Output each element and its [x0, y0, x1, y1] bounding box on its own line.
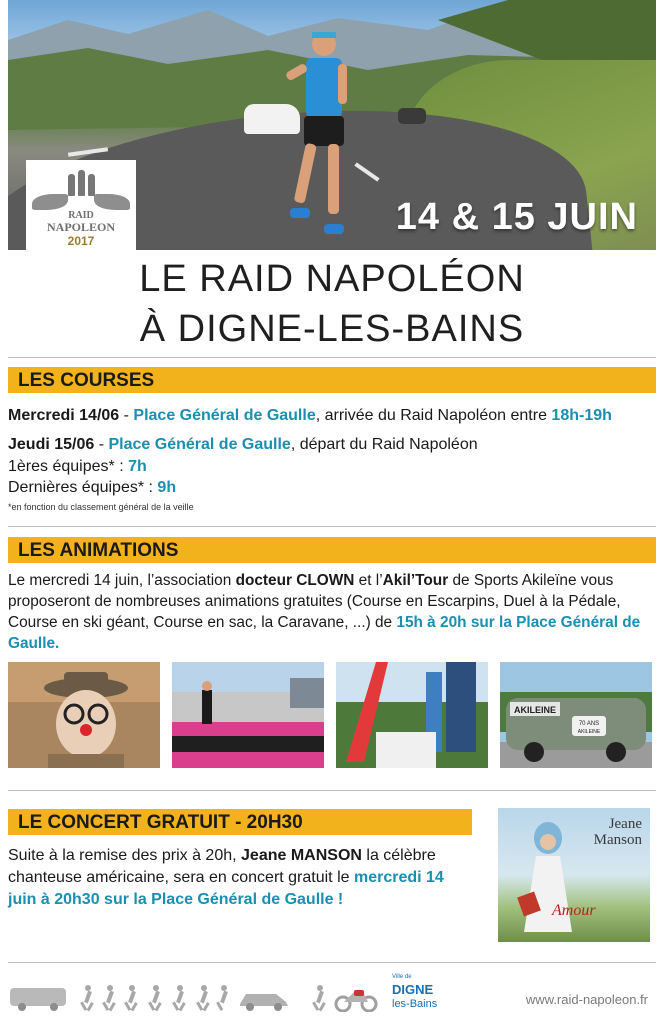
photo-caravane — [336, 662, 488, 768]
runner-silhouette-icon — [78, 170, 85, 196]
divider — [8, 526, 656, 527]
digne-subtitle: les-Bains — [392, 998, 438, 1010]
page-title-line2: À DIGNE-LES-BAINS — [139, 308, 525, 350]
caravane-scene — [336, 662, 488, 768]
animations-paragraph — [8, 570, 656, 654]
wave-time: 7h — [128, 458, 147, 475]
course-place: Place Général de Gaulle — [108, 436, 291, 453]
section-bar-courses — [8, 367, 656, 393]
course-jeudi — [8, 436, 478, 454]
section-bar-animations — [8, 537, 656, 563]
singer-figure — [498, 808, 650, 942]
camper-van-icon — [8, 984, 70, 1012]
docteur-clown: docteur CLOWN — [235, 572, 355, 589]
separator: - — [94, 436, 109, 453]
dark-car — [398, 108, 426, 124]
runner-icon — [308, 984, 330, 1012]
section-heading-animations: LES ANIMATIONS — [18, 540, 179, 561]
course-text: , arrivée du Raid Napoléon entre — [315, 407, 552, 424]
album-artist-first: Jeane — [608, 816, 642, 832]
wave-label: Dernières équipes* : — [8, 479, 158, 496]
divider — [8, 357, 656, 358]
digne-name: DIGNE — [392, 982, 434, 997]
section-heading-concert: LE CONCERT GRATUIT - 20H30 — [18, 812, 303, 833]
runners-icon-row — [80, 984, 230, 1012]
runner-figure — [276, 28, 366, 243]
divider — [8, 962, 656, 963]
akil-tour: Akil’Tour — [382, 572, 449, 589]
photo-akileine-van — [500, 662, 652, 768]
hero-image — [8, 0, 656, 250]
car-icon — [236, 984, 292, 1012]
artist-name: Jeane MANSON — [241, 847, 362, 864]
logo-raid: RAID — [68, 210, 94, 221]
van-anniversary: 70 ANS — [578, 721, 600, 727]
raid-napoleon-logo — [26, 160, 136, 250]
akileine-van-scene — [500, 662, 652, 768]
text-run: Le mercredi 14 juin, l’association — [8, 572, 236, 589]
course-mercredi — [8, 407, 612, 425]
logo-napoleon: NAPOLEON — [46, 220, 115, 234]
album-script-title: Amour — [552, 902, 596, 919]
photo-escarpins-race — [172, 662, 324, 768]
running-track-scene — [172, 662, 324, 768]
van-brand-small: AKILEINE — [577, 729, 601, 735]
concert-paragraph — [8, 845, 448, 911]
course-dernieres — [8, 479, 176, 497]
page-title-line1: LE RAID NAPOLÉON — [139, 258, 525, 300]
wing-right-icon — [94, 194, 130, 210]
event-date: 14 & 15 JUIN — [395, 196, 638, 238]
course-premieres — [8, 458, 147, 476]
separator: - — [119, 407, 134, 424]
text-run: et l’ — [354, 572, 383, 589]
course-day: Mercredi 14/06 — [8, 407, 120, 424]
website-url[interactable]: www.raid-napoleon.fr — [525, 992, 648, 1007]
digne-les-bains-logo — [392, 974, 438, 1018]
wave-time: 9h — [157, 479, 177, 496]
text-run: Suite à la remise des prix à 20h, — [8, 847, 242, 864]
course-footnote: *en fonction du classement général de la veille — [8, 502, 194, 512]
runner-silhouette-icon — [88, 174, 95, 196]
course-text: , départ du Raid Napoléon — [290, 436, 478, 453]
text-run: la célèbre chanteuse américaine, sera en concert gratuit le — [8, 847, 436, 886]
animations-time-place: 15h à 20h sur la Place Général de Gaulle. — [8, 614, 641, 652]
album-cover — [498, 808, 650, 942]
wave-label: 1ères équipes* : — [8, 458, 129, 475]
section-heading-courses: LES COURSES — [18, 370, 155, 391]
section-bar-concert — [8, 809, 472, 835]
concert-time-place: mercredi 14 juin à 20h30 sur la Place Général de Gaulle ! — [8, 869, 444, 908]
logo-year: 2017 — [67, 234, 95, 248]
course-place: Place Général de Gaulle — [133, 407, 316, 424]
runner-silhouette-icon — [68, 174, 75, 196]
course-day: Jeudi 15/06 — [8, 436, 95, 453]
van-brand: AKILEINE — [513, 705, 557, 715]
digne-ville-de: Ville de — [392, 974, 412, 980]
photo-clown — [8, 662, 160, 768]
motorbike-icon — [334, 984, 378, 1012]
course-time: 18h-19h — [551, 407, 612, 424]
wing-left-icon — [32, 194, 68, 210]
album-artist-last: Manson — [593, 832, 642, 848]
divider — [8, 790, 656, 791]
clown-portrait — [8, 662, 160, 768]
text-run: de Sports Akileïne vous proposeront de nombreuses animations gratuites (Course en Escarpins, Duel à la Pédale, Course en ski géant, Course en sac, la Caravane, ...) de — [8, 572, 621, 631]
